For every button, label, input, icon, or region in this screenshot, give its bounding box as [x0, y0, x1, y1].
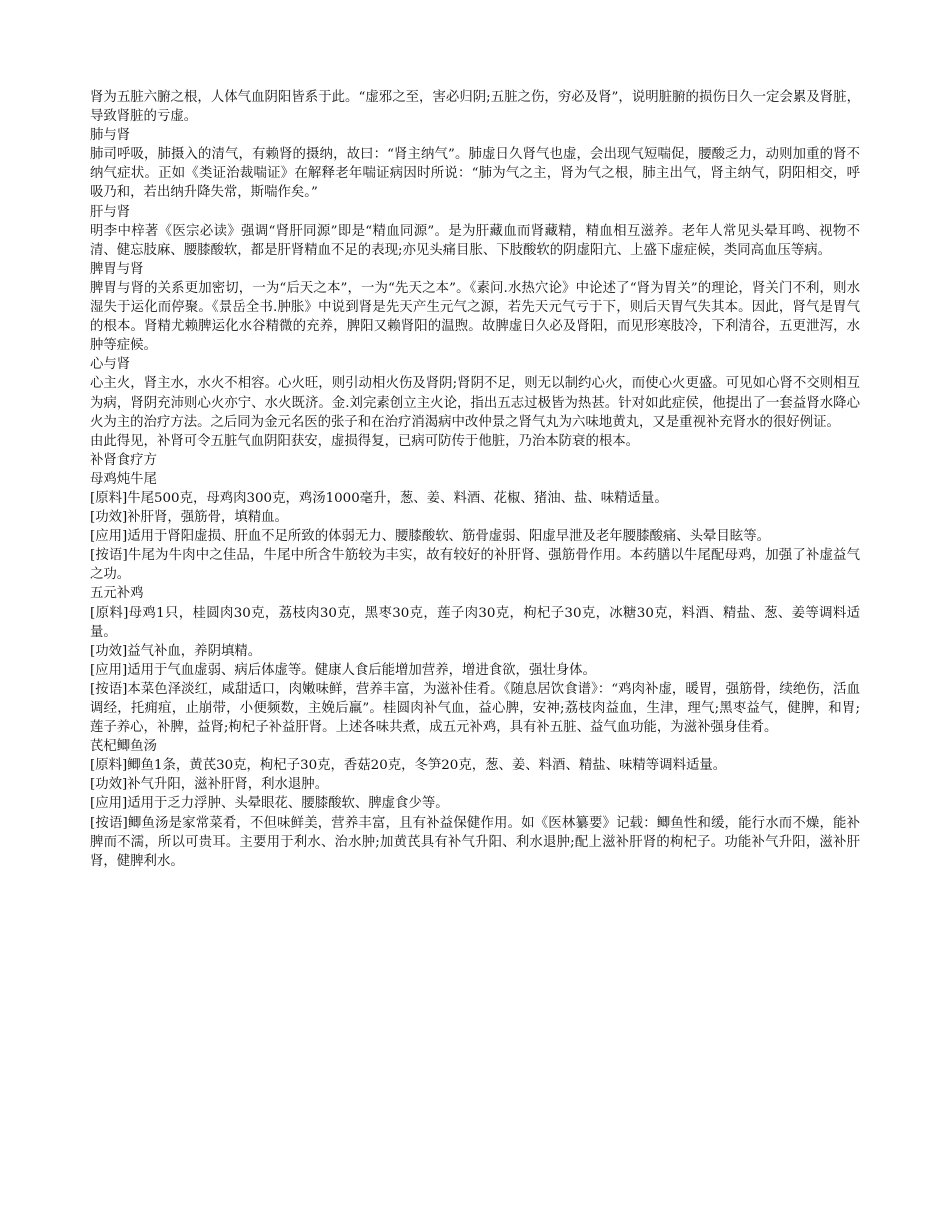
- paragraph-spleen-kidney: 脾胃与肾的关系更加密切，一为“后天之本”，一为“先天之本”。《素问.水热穴论》中论述了“肾为胃关”的理论，肾关门不利，则水湿失于运化而停聚。《景岳全书.肿胀》中说到肾是先天产生元气之源，若先天元气亏于下，则后天胃气失其本。因此，肾气是胃气的根本。肾精尤赖脾运化水谷精微的充养，脾阳又赖肾阳的温煦。故脾虚日久必及肾阳，而见形寒肢冷，下利清谷，五更泄泻，水肿等症候。: [90, 280, 860, 354]
- recipe-title-oxtail: 母鸡炖牛尾: [90, 471, 157, 487]
- recipe-carp-usage: [应用]适用于乏力浮肿、头晕眼花、腰膝酸软、脾虚食少等。: [90, 796, 449, 812]
- heading-recipes: 补肾食疗方: [90, 452, 157, 468]
- recipe-oxtail-usage: [应用]适用于肾阳虚损、肝血不足所致的体弱无力、腰膝酸软、筋骨虚弱、阳虚早泄及老年腰膝酸痛、头晕目眩等。: [90, 529, 770, 545]
- recipe-carp-ingredients: [原料]鲫鱼1条，黄芪30克，枸杞子30克，香菇20克，冬笋20克，葱、姜、料酒、精盐、味精等调料适量。: [90, 758, 727, 774]
- recipe-title-five-element-chicken: 五元补鸡: [90, 586, 144, 602]
- paragraph-heart-kidney: 心主火，肾主水，水火不相容。心火旺，则引动相火伤及肾阴;肾阴不足，则无以制约心火，而使心火更盛。可见如心肾不交则相互为病，肾阴充沛则心火亦宁、水火既济。金.刘完素创立主火论，指出五志过极皆为热甚。针对如此症侯，他提出了一套益肾水降心火为主的治疗方法。之后同为金元名医的张子和在治疗消渴病中改仲景之肾气丸为六味地黄丸，又是重视补充肾水的很好例证。: [90, 376, 860, 430]
- heading-spleen-kidney: 脾胃与肾: [90, 261, 144, 277]
- recipe-oxtail-notes: [按语]牛尾为牛肉中之佳品，牛尾中所含牛筋较为丰实，故有较好的补肝肾、强筋骨作用。本药膳以牛尾配母鸡，加强了补虚益气之功。: [90, 548, 860, 583]
- recipe-title-carp-soup: 芪杞鲫鱼汤: [90, 739, 157, 755]
- heading-liver-kidney: 肝与肾: [90, 204, 131, 220]
- recipe-chicken-usage: [应用]适用于气血虚弱、病后体虚等。健康人食后能增加营养，增进食欲，强壮身体。: [90, 662, 596, 678]
- recipe-chicken-ingredients: [原料]母鸡1只，桂圆肉30克，荔枝肉30克，黑枣30克，莲子肉30克，枸杞子30克，冰糖30克，料酒、精盐、葱、姜等调料适量。: [90, 605, 860, 640]
- paragraph-conclusion: 由此得见，补肾可令五脏气血阴阳获安，虚损得复，已病可防传于他脏，乃治本防衰的根本。: [90, 433, 640, 449]
- recipe-chicken-notes: [按语]本菜色泽淡红，咸甜适口，肉嫩味鲜，营养丰富，为滋补佳肴。《随息居饮食谱》：“鸡肉补虚，暖胃，强筋骨，续绝伤，活血调经，托痈疽，止崩带，小便频数，主娩后羸”。桂圆肉补气血，益心脾，安神;荔枝肉益血，生津，理气;黑枣益气，健脾，和胃;莲子养心，补脾，益肾;枸杞子补益肝肾。上述各味共煮，成五元补鸡，具有补五脏、益气血功能，为滋补强身佳肴。: [90, 681, 860, 736]
- recipe-oxtail-ingredients: [原料]牛尾500克，母鸡肉300克，鸡汤1000毫升，葱、姜、料酒、花椒、猪油、盐、味精适量。: [90, 490, 668, 506]
- recipe-carp-effects: [功效]补气升阳，滋补肝肾，利水退肿。: [90, 777, 329, 793]
- paragraph-liver-kidney: 明李中梓著《医宗必读》强调“肾肝同源”即是“精血同源”。是为肝藏血而肾藏精，精血相互滋养。老年人常见头晕耳鸣、视物不清、健忘肢麻、腰膝酸软，都是肝肾精血不足的表现;亦见头痛目胀、下肢酸软的阴虚阳亢、上盛下虚症候，类同高血压等病。: [90, 223, 860, 258]
- heading-lung-kidney: 肺与肾: [90, 128, 131, 144]
- intro-paragraph: 肾为五脏六腑之根，人体气血阴阳皆系于此。“虚邪之至，害必归阴;五脏之伤，穷必及肾”，说明脏腑的损伤日久一定会累及肾脏，导致肾脏的亏虚。: [90, 90, 860, 125]
- recipe-carp-notes: [按语]鲫鱼汤是家常菜肴，不但味鲜美，营养丰富，且有补益保健作用。如《医林纂要》记载：鲫鱼性和缓，能行水而不燥，能补脾而不濡，所以可贵耳。主要用于利水、治水肿;加黄芪具有补气升阳、利水退肿;配上滋补肝肾的枸杞子。功能补气升阳，滋补肝肾，健脾利水。: [90, 815, 860, 869]
- recipe-chicken-effects: [功效]益气补血，养阴填精。: [90, 643, 262, 659]
- paragraph-lung-kidney: 肺司呼吸，肺摄入的清气，有赖肾的摄纳，故曰：“肾主纳气”。肺虚日久肾气也虚，会出现气短喘促，腰酸乏力，动则加重的肾不纳气症状。正如《类证治裁喘证》在解释老年喘证病因时所说：“肺为气之主，肾为气之根，肺主出气，肾主纳气，阴阳相交，呼吸乃和，若出纳升降失常，斯喘作矣。”: [90, 147, 860, 201]
- document-body: [90, 88, 860, 871]
- recipe-oxtail-effects: [功效]补肝肾，强筋骨，填精血。: [90, 510, 288, 526]
- heading-heart-kidney: 心与肾: [90, 357, 131, 373]
